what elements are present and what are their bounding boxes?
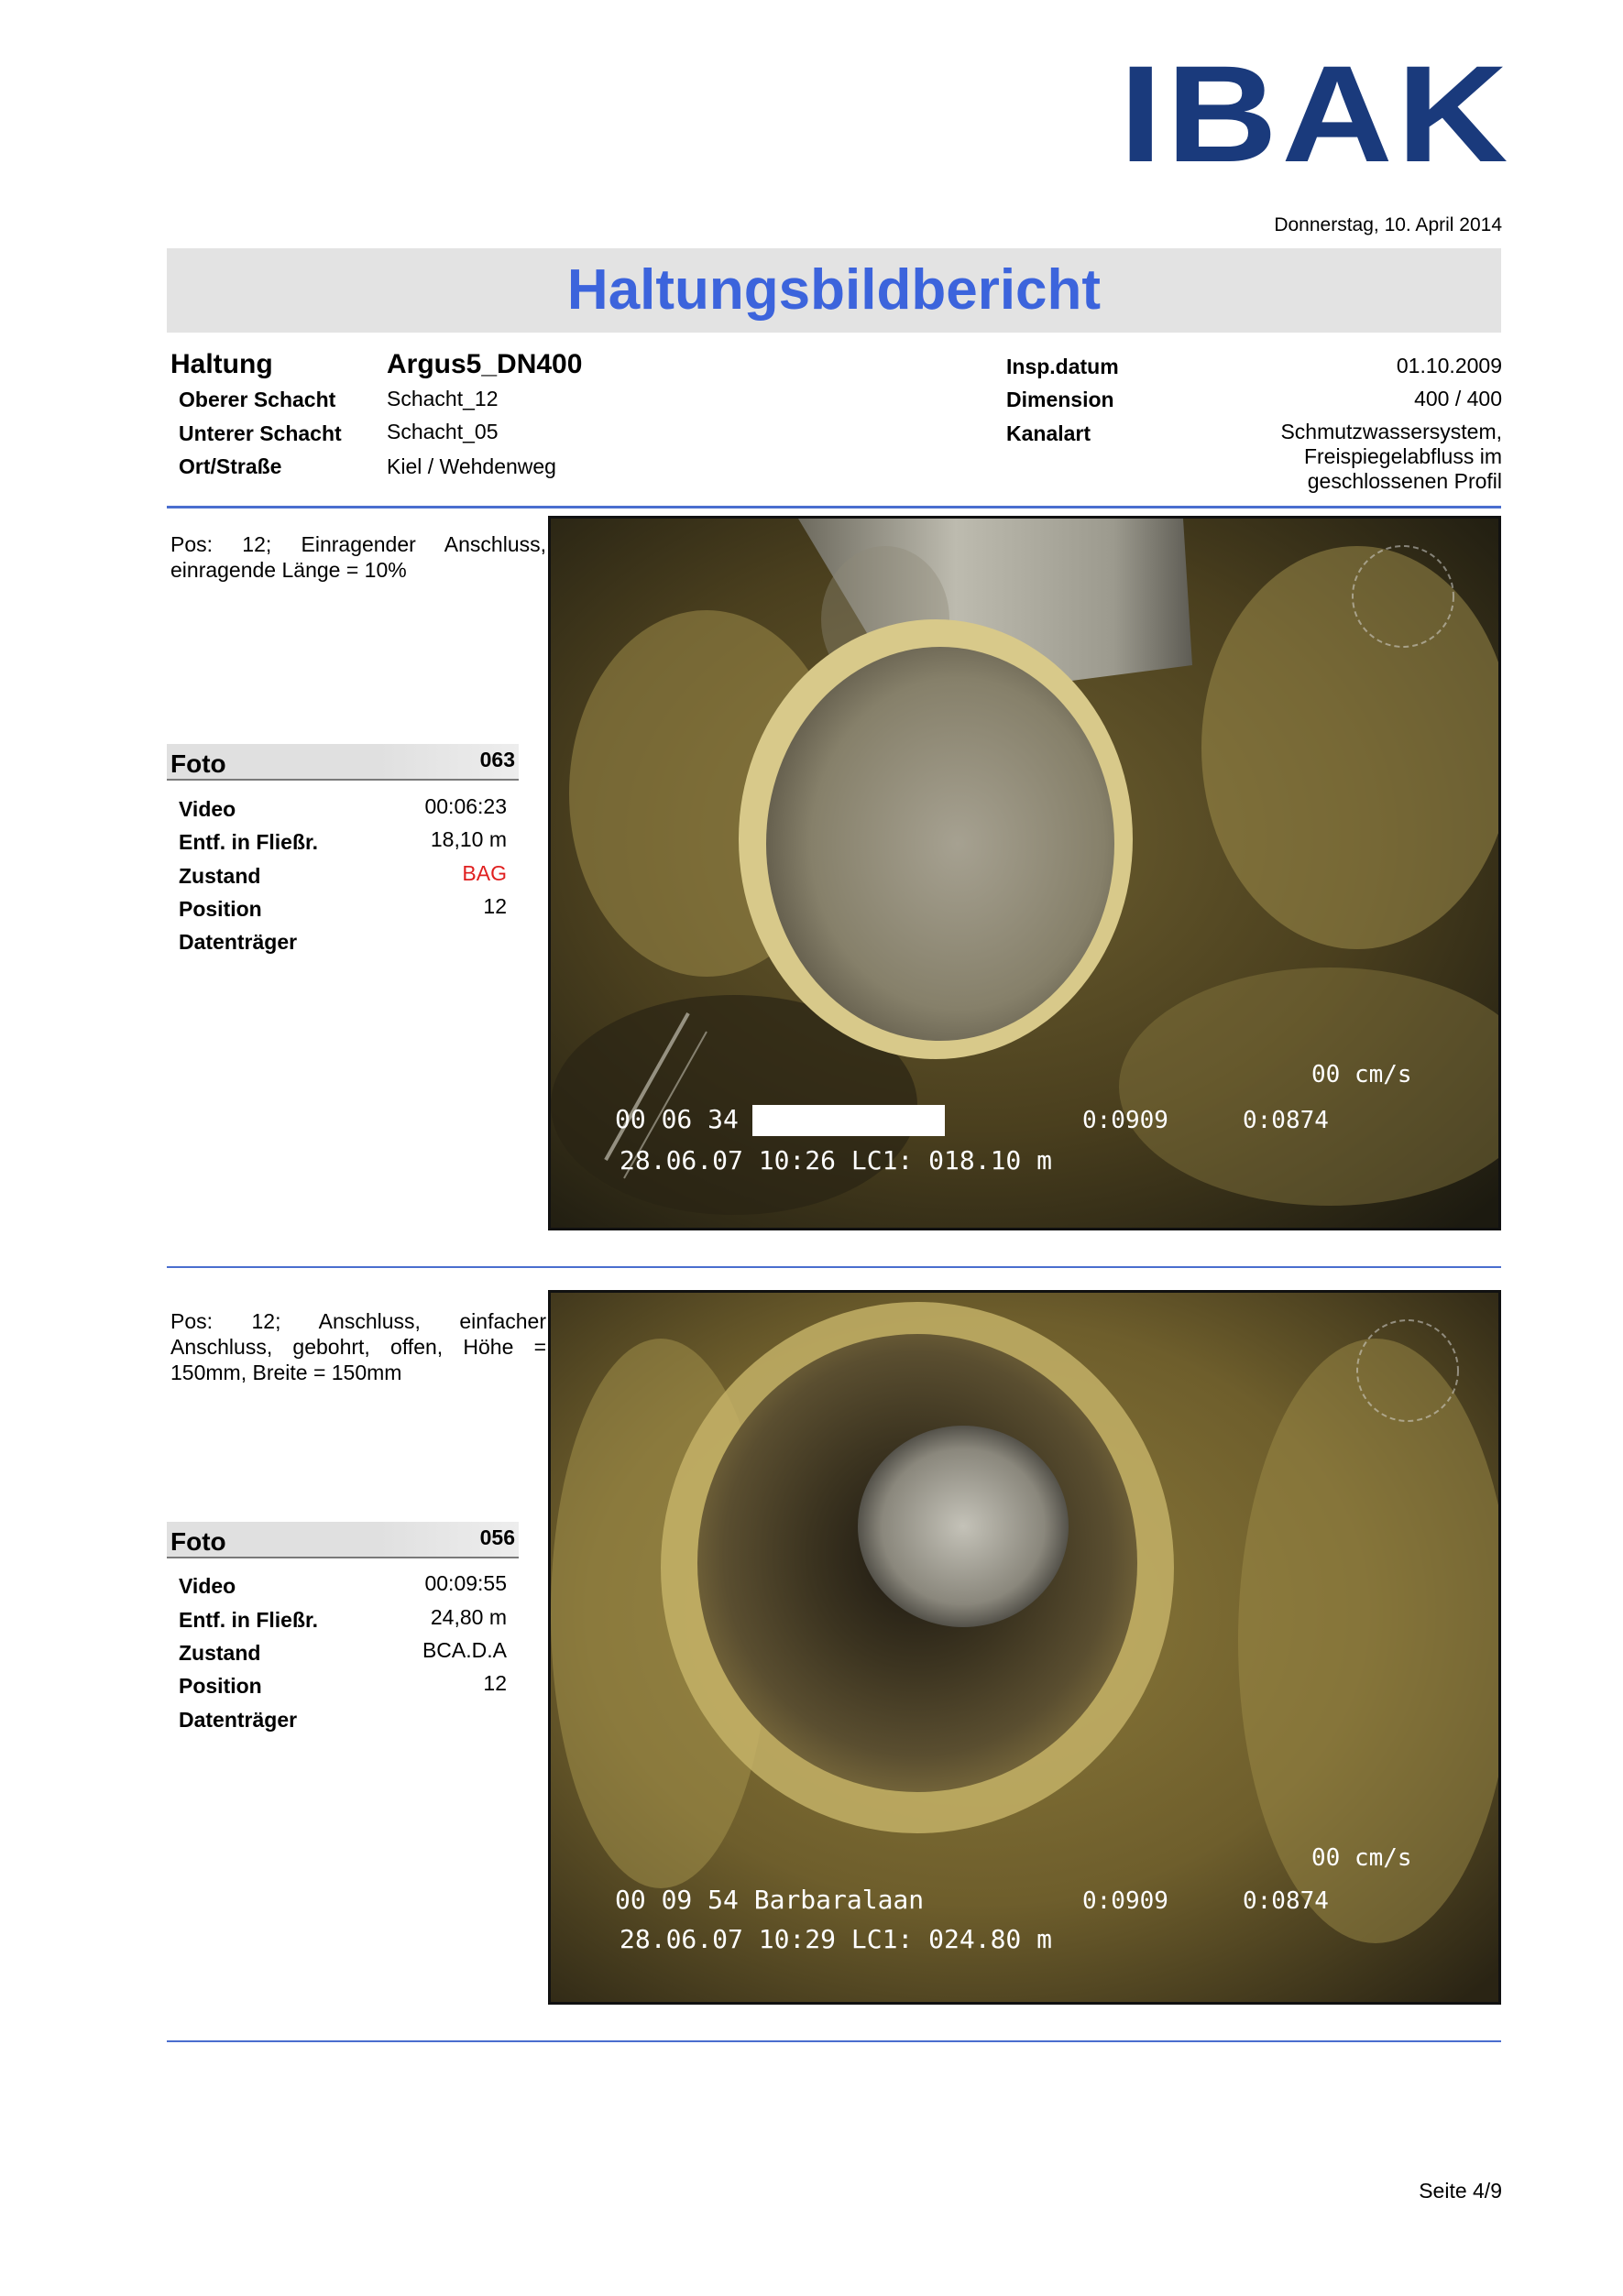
oberer-schacht-label: Oberer Schacht: [179, 388, 336, 411]
unterer-schacht-value: Schacht_05: [387, 420, 499, 443]
oberer-schacht-value: Schacht_12: [387, 387, 499, 410]
haltung-label: Haltung: [170, 349, 273, 379]
entry-2-divider: [167, 2040, 1501, 2042]
foto-label: Foto: [170, 749, 226, 778]
entry-1-description: Pos: 12; Einragender Anschluss, einragende Länge = 10%: [170, 532, 546, 582]
haltung-value: Argus5_DN400: [387, 349, 583, 379]
page-number: Seite 4/9: [1419, 2179, 1502, 2203]
entry-1-photo: [548, 516, 1501, 1230]
kanalart-label: Kanalart: [1006, 421, 1091, 445]
overlay-speed: 00 cm/s: [1311, 1061, 1412, 1088]
insp-datum-value: 01.10.2009: [1396, 354, 1502, 377]
kanalart-value: [1280, 420, 1502, 494]
dimension-label: Dimension: [1006, 388, 1114, 411]
video-value: 00:09:55: [424, 1571, 507, 1595]
overlay-speed: 00 cm/s: [1311, 1844, 1412, 1872]
header-divider: [167, 506, 1501, 508]
kanalart-line-3: geschlossenen Profil: [1307, 469, 1502, 493]
overlay-code-1: 0:0909: [1082, 1887, 1168, 1915]
overlay-counter: 00 09 54 Barbaralaan: [615, 1885, 925, 1915]
position-label: Position: [179, 897, 262, 921]
zustand-value: BAG: [462, 861, 507, 885]
overlay-datetime: 28.06.07 10:26 LC1: 018.10 m: [620, 1145, 1053, 1175]
entry-2-foto-bar: [167, 1522, 519, 1558]
kanalart-line-1: Schmutzwassersystem,: [1280, 420, 1502, 443]
foto-number: 056: [479, 1525, 515, 1549]
video-label: Video: [179, 797, 236, 821]
entry-2-description: Pos: 12; Anschluss, einfacher Anschluss, gebohrt, offen, Höhe = 150mm, Breite = 150mm: [170, 1309, 546, 1384]
overlay-code-2: 0:0874: [1243, 1887, 1329, 1915]
overlay-code-1: 0:0909: [1082, 1107, 1168, 1134]
unterer-schacht-label: Unterer Schacht: [179, 421, 342, 445]
datentraeger-label: Datenträger: [179, 1708, 298, 1732]
insp-datum-label: Insp.datum: [1006, 355, 1119, 378]
zustand-value: BCA.D.A: [422, 1638, 507, 1662]
entfernung-label: Entf. in Fließr.: [179, 1608, 319, 1632]
entry-1-divider: [167, 1266, 1501, 1268]
ort-strasse-label: Ort/Straße: [179, 454, 282, 478]
entfernung-label: Entf. in Fließr.: [179, 830, 319, 854]
sewer-pipe-photo-2: [551, 1293, 1498, 2002]
ibak-logo: IBAK: [1119, 37, 1512, 191]
overlay-code-2: 0:0874: [1243, 1107, 1329, 1134]
report-title: Haltungsbildbericht: [167, 248, 1501, 333]
position-label: Position: [179, 1674, 262, 1698]
entfernung-value: 24,80 m: [430, 1605, 507, 1629]
dimension-value: 400 / 400: [1414, 387, 1502, 410]
report-date: Donnerstag, 10. April 2014: [1274, 214, 1502, 235]
zustand-label: Zustand: [179, 864, 261, 888]
position-value: 12: [483, 1671, 507, 1695]
sewer-pipe-photo-1: [551, 519, 1498, 1228]
foto-label: Foto: [170, 1527, 226, 1556]
datentraeger-label: Datenträger: [179, 930, 298, 954]
overlay-datetime: 28.06.07 10:29 LC1: 024.80 m: [620, 1924, 1053, 1954]
ort-strasse-value: Kiel / Wehdenweg: [387, 454, 556, 478]
kanalart-line-2: Freispiegelabfluss im: [1303, 444, 1502, 468]
overlay-counter: 00 06 34: [615, 1104, 739, 1134]
entfernung-value: 18,10 m: [430, 827, 507, 851]
entry-2-photo: [548, 1290, 1501, 2005]
video-value: 00:06:23: [424, 794, 507, 818]
video-label: Video: [179, 1574, 236, 1598]
foto-number: 063: [479, 748, 515, 771]
position-value: 12: [483, 894, 507, 918]
zustand-label: Zustand: [179, 1641, 261, 1665]
entry-1-foto-bar: [167, 744, 519, 781]
